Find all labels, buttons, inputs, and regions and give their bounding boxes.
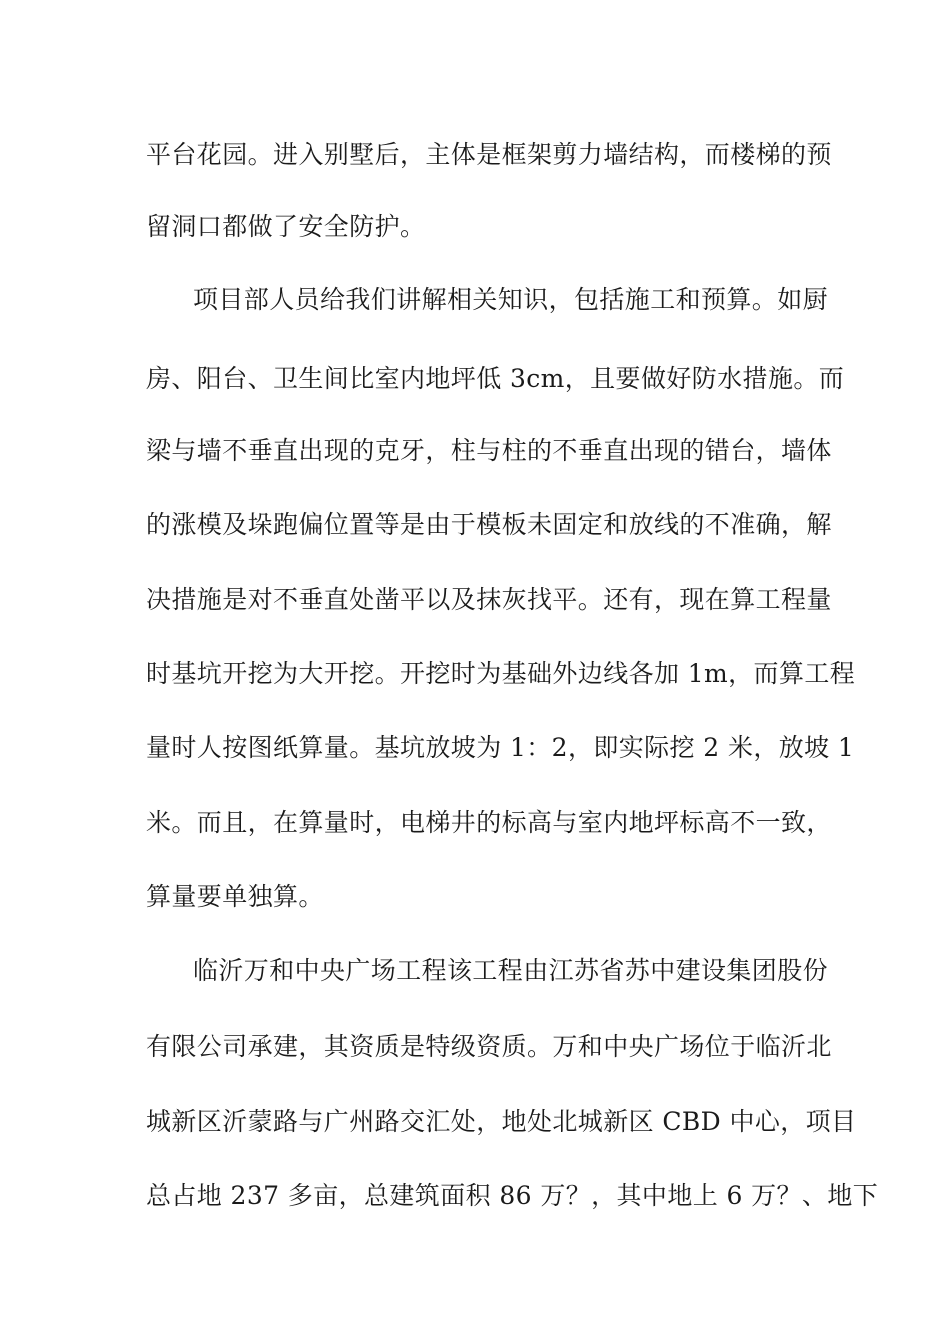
text-line: 决措施是对不垂直处凿平以及抹灰找平。还有，现在算工程量 xyxy=(146,585,832,614)
paragraph-first-line: 项目部人员给我们讲解相关知识，包括施工和预算。如厨 xyxy=(193,285,829,314)
text-line: 总占地 237 多亩，总建筑面积 86 万？，其中地上 6 万？、地下 xyxy=(146,1181,879,1210)
text-line: 平台花园。进入别墅后，主体是框架剪力墙结构，而楼梯的预 xyxy=(146,140,832,169)
text-line: 算量要单独算。 xyxy=(146,882,324,911)
text-line: 留洞口都做了安全防护。 xyxy=(146,212,426,241)
paragraph-first-line: 临沂万和中央广场工程该工程由江苏省苏中建设集团股份 xyxy=(193,956,829,985)
text-line: 米。而且，在算量时，电梯井的标高与室内地坪标高不一致， xyxy=(146,808,832,837)
text-line: 房、阳台、卫生间比室内地坪低 3cm，且要做好防水措施。而 xyxy=(146,364,845,393)
text-line: 时基坑开挖为大开挖。开挖时为基础外边线各加 1m，而算工程 xyxy=(146,659,856,688)
text-line: 量时人按图纸算量。基坑放坡为 1：2，即实际挖 2 米，放坡 1 xyxy=(146,733,855,762)
text-line: 有限公司承建，其资质是特级资质。万和中央广场位于临沂北 xyxy=(146,1032,832,1061)
text-line: 城新区沂蒙路与广州路交汇处，地处北城新区 CBD 中心，项目 xyxy=(146,1107,857,1136)
text-line: 的涨模及垛跑偏位置等是由于模板未固定和放线的不准确，解 xyxy=(146,510,832,539)
text-line: 梁与墙不垂直出现的克牙，柱与柱的不垂直出现的错台，墙体 xyxy=(146,436,832,465)
